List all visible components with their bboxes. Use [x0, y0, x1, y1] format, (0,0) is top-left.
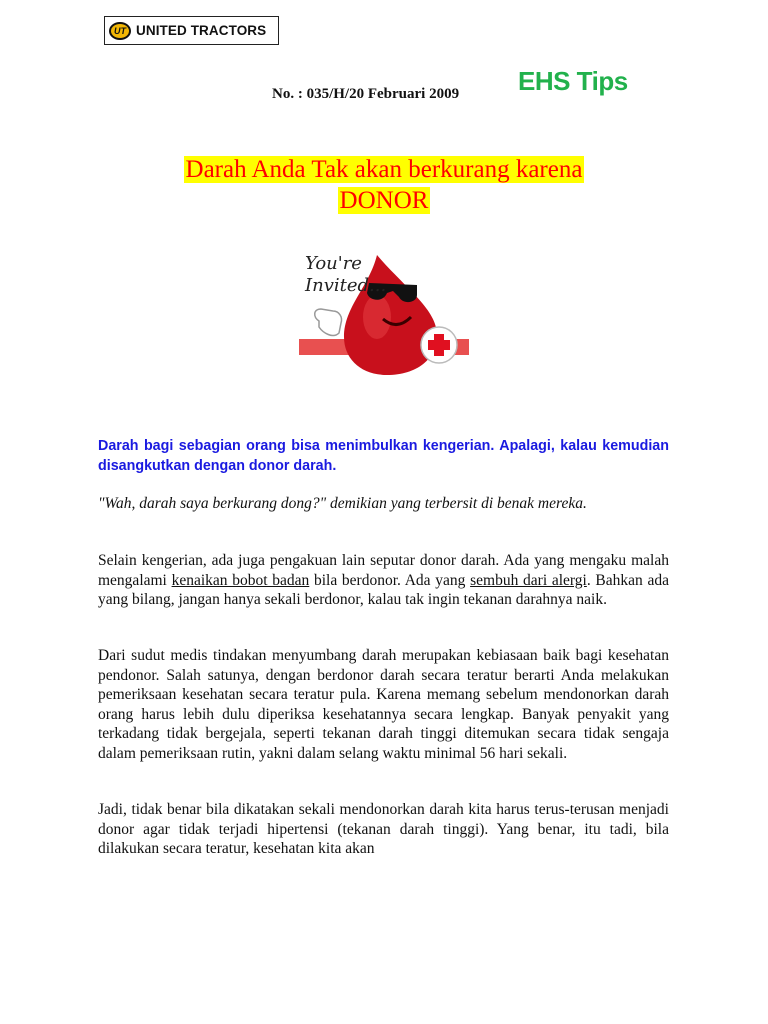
page-title — [100, 154, 668, 216]
title-line-1: Darah Anda Tak akan berkurang karena — [185, 156, 583, 183]
paragraph-conclusion: Jadi, tidak benar bila dikatakan sekali mendonorkan darah kita harus terus-terusan menjadi donor agar tidak terjadi hipertensi (tekanan darah tinggi). Yang benar, itu tadi, bila dilakukan secara teratur, kesehatan kita akan — [98, 801, 669, 857]
paragraph-text: bila berdonor. Ada yang — [309, 571, 471, 589]
paragraph-text: Selain kengerian, ada juga pengakuan lain seputar donor darah. Ada yang mengaku malah mengalami — [98, 552, 669, 589]
company-name: UNITED TRACTORS — [136, 23, 267, 38]
paragraph-medical: Dari sudut medis tindakan menyumbang darah merupakan kebiasaan baik bagi kesehatan pendonor. Salah satunya, dengan berdonor darah secara teratur berarti Anda melakukan pemeriksaan kesehatan secara teratur pula. Karena memang sebelum mendonorkan darah orang harus lebih dulu diperiksa kesehatannya secara lengkap. Banyak penyakit yang terkadang tidak bergejala, seperti tekanan darah tinggi ditemukan secara tidak sengaja dalam pemeriksaan rutin, yakni dalam selang waktu minimal 56 hari sekali. — [98, 647, 669, 762]
lead-paragraph: Darah bagi sebagian orang bisa menimbulkan kengerian. Apalagi, kalau kemudian disangkutkan dengan donor darah. — [98, 438, 669, 474]
link-weight-gain[interactable]: kenaikan bobot badan — [171, 571, 310, 589]
company-logo — [104, 16, 279, 45]
quote-paragraph: "Wah, darah saya berkurang dong?" demikian yang terbersit di benak mereka. — [98, 495, 587, 512]
link-allergy-cure[interactable]: sembuh dari alergi — [470, 571, 587, 589]
document-number: No. : 035/H/20 Februari 2009 — [272, 86, 460, 102]
title-line-2: DONOR — [339, 187, 429, 214]
blood-drop-mascot-image — [299, 247, 469, 375]
section-label: EHS Tips — [518, 66, 628, 96]
ut-logo-icon: UT — [109, 22, 131, 40]
invite-caption-line-1: You're — [305, 253, 362, 274]
invite-caption-line-2: Invited... — [305, 275, 387, 296]
waving-hand-icon — [315, 309, 342, 335]
paragraph-claims — [98, 551, 669, 610]
paragraph-text: . Bahkan ada yang bilang, jangan hanya sekali berdonor, kalau tak ingin tekanan darahnya naik. — [98, 571, 669, 608]
